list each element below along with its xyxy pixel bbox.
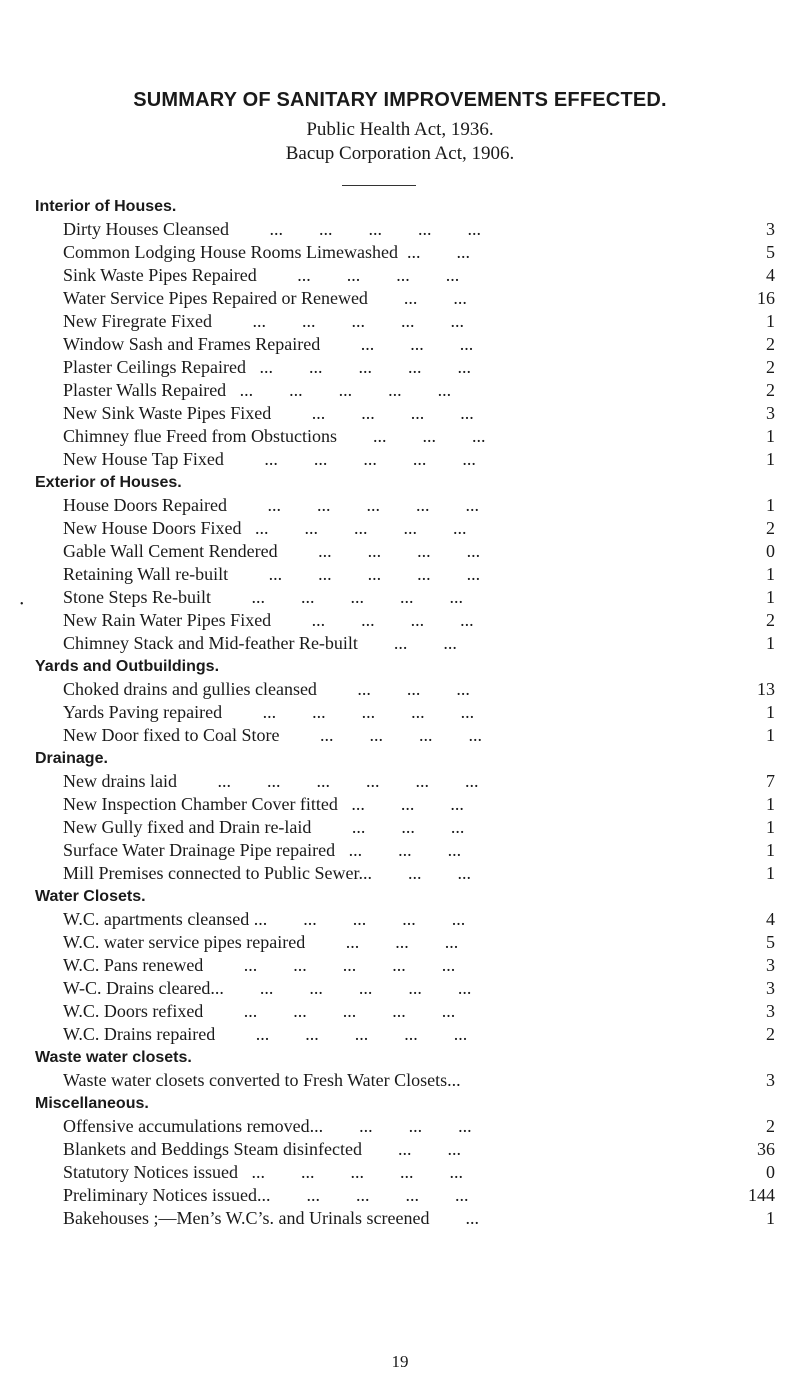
list-item [35, 839, 775, 862]
item-label: Surface Water Drainage Pipe repaired ... ... ... [63, 840, 462, 860]
item-label: Gable Wall Cement Rendered ... ... ... ... [63, 541, 481, 561]
item-label: Chimney Stack and Mid-feather Re-built ... ... [63, 633, 457, 653]
divider-rule [342, 185, 416, 186]
item-count: 2 [766, 1116, 775, 1136]
item-count: 16 [757, 288, 775, 308]
item-count: 3 [766, 1001, 775, 1021]
item-count: 1 [766, 702, 775, 722]
item-count: 3 [766, 978, 775, 998]
item-label: New Gully fixed and Drain re-laid ... ... ... [63, 817, 465, 837]
list-item [35, 425, 775, 448]
item-label: W.C. Doors refixed ... ... ... ... ... [63, 1001, 456, 1021]
section-title: Waste water closets. [35, 1049, 192, 1066]
item-label: New House Doors Fixed ... ... ... ... ... [63, 518, 467, 538]
item-label: Choked drains and gullies cleansed ... ... ... [63, 679, 470, 699]
item-count: 0 [766, 541, 775, 561]
item-count: 4 [766, 265, 775, 285]
item-count: 7 [766, 771, 775, 791]
list-item [35, 632, 775, 655]
list-item [35, 379, 775, 402]
list-item [35, 1161, 775, 1184]
item-label: W-C. Drains cleared... ... ... ... ... ... [63, 978, 472, 998]
item-count: 4 [766, 909, 775, 929]
item-label: Retaining Wall re-built ... ... ... ... ... [63, 564, 481, 584]
list-item [35, 1069, 775, 1092]
list-item [35, 931, 775, 954]
list-item [35, 402, 775, 425]
improvements-list [35, 195, 775, 1230]
page-title: SUMMARY OF SANITARY IMPROVEMENTS EFFECTED. [133, 89, 667, 111]
item-count: 1 [766, 587, 775, 607]
list-item [35, 1000, 775, 1023]
list-item [35, 448, 775, 471]
item-count: 2 [766, 1024, 775, 1044]
list-item [35, 517, 775, 540]
act-subtitle-1: Public Health Act, 1936. [306, 119, 494, 140]
item-label: W.C. Pans renewed ... ... ... ... ... [63, 955, 456, 975]
bullet-mark-icon: • [20, 599, 24, 610]
list-item [35, 678, 775, 701]
list-item [35, 862, 775, 885]
item-count: 13 [757, 679, 775, 699]
list-item [35, 724, 775, 747]
item-label: New Inspection Chamber Cover fitted ... ... ... [63, 794, 464, 814]
section-title: Drainage. [35, 750, 108, 767]
item-count: 1 [766, 725, 775, 745]
list-item [35, 241, 775, 264]
list-item [35, 356, 775, 379]
item-count: 1 [766, 633, 775, 653]
item-count: 144 [748, 1185, 775, 1205]
list-item [35, 1115, 775, 1138]
item-label: Yards Paving repaired ... ... ... ... ... [63, 702, 475, 722]
list-item [35, 954, 775, 977]
item-label: Chimney flue Freed from Obstuctions ... ... ... [63, 426, 486, 446]
item-count: 5 [766, 932, 775, 952]
item-count: 1 [766, 564, 775, 584]
item-label: Plaster Walls Repaired ... ... ... ... ... [63, 380, 452, 400]
item-count: 1 [766, 449, 775, 469]
item-count: 1 [766, 311, 775, 331]
list-item [35, 1184, 775, 1207]
section-title: Exterior of Houses. [35, 474, 182, 491]
item-label: Statutory Notices issued ... ... ... ... ... [63, 1162, 463, 1182]
item-label: New drains laid ... ... ... ... ... ... [63, 771, 479, 791]
list-item [35, 310, 775, 333]
item-label: Common Lodging House Rooms Limewashed ... ... [63, 242, 470, 262]
item-count: 3 [766, 1070, 775, 1090]
item-count: 0 [766, 1162, 775, 1182]
item-label: Dirty Houses Cleansed ... ... ... ... ... [63, 219, 481, 239]
item-count: 1 [766, 817, 775, 837]
item-label: New Sink Waste Pipes Fixed ... ... ... ... [63, 403, 474, 423]
item-label: New House Tap Fixed ... ... ... ... ... [63, 449, 476, 469]
item-label: Sink Waste Pipes Repaired ... ... ... ... [63, 265, 460, 285]
section-title: Yards and Outbuildings. [35, 658, 220, 675]
list-item [35, 586, 775, 609]
item-count: 1 [766, 863, 775, 883]
item-count: 3 [766, 219, 775, 239]
list-item [35, 816, 775, 839]
item-label: Window Sash and Frames Repaired ... ... ... [63, 334, 474, 354]
item-label: Stone Steps Re-built ... ... ... ... ... [63, 587, 463, 607]
item-label: Blankets and Beddings Steam disinfected ... ... [63, 1139, 461, 1159]
list-item [35, 1138, 775, 1161]
item-count: 1 [766, 426, 775, 446]
item-label: Plaster Ceilings Repaired ... ... ... ... ... [63, 357, 471, 377]
item-count: 2 [766, 380, 775, 400]
list-item [35, 701, 775, 724]
item-label: Offensive accumulations removed... ... ... ... [63, 1116, 472, 1136]
list-item [35, 218, 775, 241]
item-count: 3 [766, 955, 775, 975]
list-item [35, 908, 775, 931]
item-count: 2 [766, 518, 775, 538]
list-item [35, 494, 775, 517]
section-title: Interior of Houses. [35, 198, 177, 215]
list-item [35, 287, 775, 310]
list-item [35, 770, 775, 793]
list-item [35, 264, 775, 287]
item-label: New Rain Water Pipes Fixed ... ... ... ... [63, 610, 474, 630]
section-title: Miscellaneous. [35, 1095, 149, 1112]
item-label: Mill Premises connected to Public Sewer... ... ... [63, 863, 471, 883]
list-item [35, 793, 775, 816]
item-count: 2 [766, 334, 775, 354]
item-label: New Door fixed to Coal Store ... ... ... ... [63, 725, 482, 745]
item-count: 1 [766, 1208, 775, 1228]
item-count: 1 [766, 495, 775, 515]
list-item [35, 609, 775, 632]
item-label: W.C. Drains repaired ... ... ... ... ... [63, 1024, 468, 1044]
list-item [35, 1207, 775, 1230]
item-count: 3 [766, 403, 775, 423]
list-item [35, 1023, 775, 1046]
list-item [35, 333, 775, 356]
item-label: New Firegrate Fixed ... ... ... ... ... [63, 311, 464, 331]
item-count: 2 [766, 357, 775, 377]
section-title: Water Closets. [35, 888, 146, 905]
item-count: 2 [766, 610, 775, 630]
list-item [35, 540, 775, 563]
item-count: 36 [757, 1139, 775, 1159]
item-label: W.C. water service pipes repaired ... ... ... [63, 932, 459, 952]
item-label: Preliminary Notices issued... ... ... ... ... [63, 1185, 469, 1205]
list-item [35, 563, 775, 586]
item-label: Waste water closets converted to Fresh Water Closets... [63, 1070, 461, 1090]
item-label: W.C. apartments cleansed ... ... ... ... ... [63, 909, 466, 929]
item-label: Bakehouses ;—Men’s W.C’s. and Urinals screened ... [63, 1208, 479, 1228]
page-number: 19 [391, 1352, 409, 1371]
list-item [35, 977, 775, 1000]
item-label: Water Service Pipes Repaired or Renewed ... ... [63, 288, 467, 308]
item-count: 1 [766, 840, 775, 860]
item-label: House Doors Repaired ... ... ... ... ... [63, 495, 479, 515]
item-count: 5 [766, 242, 775, 262]
act-subtitle-2: Bacup Corporation Act, 1906. [285, 143, 515, 164]
item-count: 1 [766, 794, 775, 814]
